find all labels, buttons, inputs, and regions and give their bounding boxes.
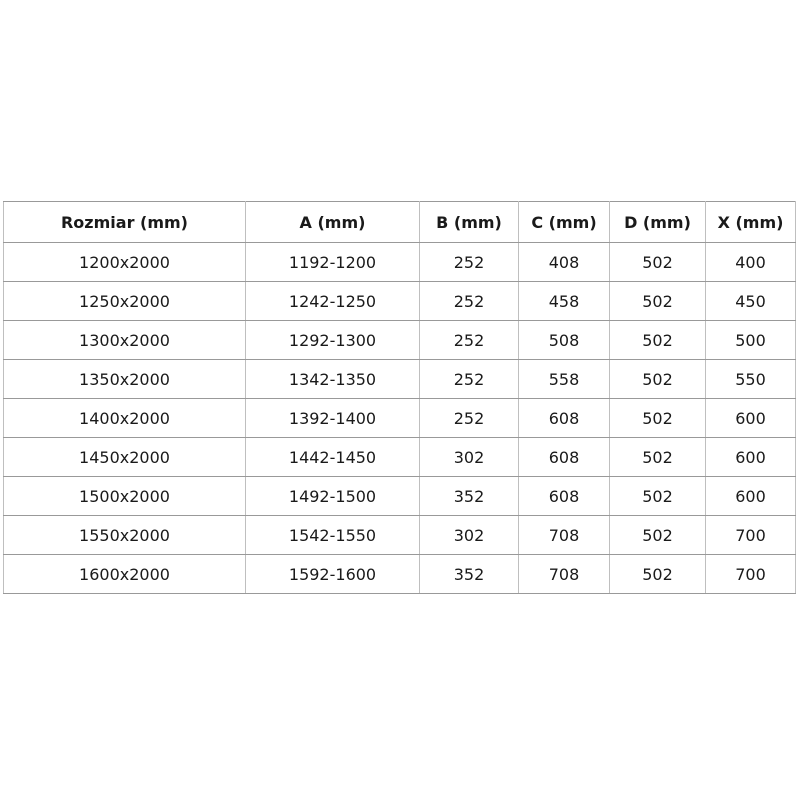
table-cell: 408 <box>519 243 610 282</box>
table-cell: 708 <box>519 516 610 555</box>
table-cell: 502 <box>610 477 706 516</box>
table-row <box>4 555 796 594</box>
table-cell: 458 <box>519 282 610 321</box>
table-cell: 700 <box>706 516 796 555</box>
table-cell: 600 <box>706 399 796 438</box>
table-row <box>4 438 796 477</box>
table-cell: 502 <box>610 282 706 321</box>
table-cell: 1442-1450 <box>246 438 420 477</box>
table-cell: 1200x2000 <box>4 243 246 282</box>
table-cell: 400 <box>706 243 796 282</box>
table-cell: 1492-1500 <box>246 477 420 516</box>
table-row <box>4 243 796 282</box>
table-cell: 1250x2000 <box>4 282 246 321</box>
table-cell: 1542-1550 <box>246 516 420 555</box>
table-cell: 252 <box>420 282 519 321</box>
table-cell: 508 <box>519 321 610 360</box>
table-cell: 502 <box>610 321 706 360</box>
table-cell: 352 <box>420 477 519 516</box>
table-cell: 558 <box>519 360 610 399</box>
table-row <box>4 516 796 555</box>
table-cell: 1192-1200 <box>246 243 420 282</box>
table-cell: 500 <box>706 321 796 360</box>
table-cell: 502 <box>610 438 706 477</box>
table-cell: 252 <box>420 321 519 360</box>
table-cell: 608 <box>519 399 610 438</box>
table-cell: 608 <box>519 438 610 477</box>
table-cell: 302 <box>420 438 519 477</box>
table-cell: 502 <box>610 516 706 555</box>
table-cell: 1342-1350 <box>246 360 420 399</box>
table-cell: 502 <box>610 360 706 399</box>
table-cell: 1592-1600 <box>246 555 420 594</box>
column-header-b: B (mm) <box>420 202 519 243</box>
table-cell: 1550x2000 <box>4 516 246 555</box>
column-header-rozmiar: Rozmiar (mm) <box>4 202 246 243</box>
table-cell: 502 <box>610 555 706 594</box>
table-cell: 1242-1250 <box>246 282 420 321</box>
column-header-a: A (mm) <box>246 202 420 243</box>
table-cell: 600 <box>706 477 796 516</box>
table-cell: 700 <box>706 555 796 594</box>
table-cell: 708 <box>519 555 610 594</box>
column-header-d: D (mm) <box>610 202 706 243</box>
column-header-c: C (mm) <box>519 202 610 243</box>
table-row <box>4 477 796 516</box>
table-cell: 1292-1300 <box>246 321 420 360</box>
table-cell: 252 <box>420 360 519 399</box>
table-cell: 1300x2000 <box>4 321 246 360</box>
table-cell: 352 <box>420 555 519 594</box>
table-cell: 1450x2000 <box>4 438 246 477</box>
table-row <box>4 360 796 399</box>
table-cell: 1500x2000 <box>4 477 246 516</box>
table-cell: 252 <box>420 243 519 282</box>
header-row <box>4 202 796 243</box>
table-row <box>4 282 796 321</box>
table-cell: 550 <box>706 360 796 399</box>
table-cell: 302 <box>420 516 519 555</box>
table-cell: 1600x2000 <box>4 555 246 594</box>
table-cell: 502 <box>610 399 706 438</box>
table-cell: 608 <box>519 477 610 516</box>
column-header-x: X (mm) <box>706 202 796 243</box>
table-cell: 252 <box>420 399 519 438</box>
dimensions-table <box>3 201 796 594</box>
table-cell: 502 <box>610 243 706 282</box>
table-cell: 600 <box>706 438 796 477</box>
table-cell: 450 <box>706 282 796 321</box>
table-row <box>4 399 796 438</box>
table-cell: 1400x2000 <box>4 399 246 438</box>
table-cell: 1392-1400 <box>246 399 420 438</box>
table-row <box>4 321 796 360</box>
table-cell: 1350x2000 <box>4 360 246 399</box>
